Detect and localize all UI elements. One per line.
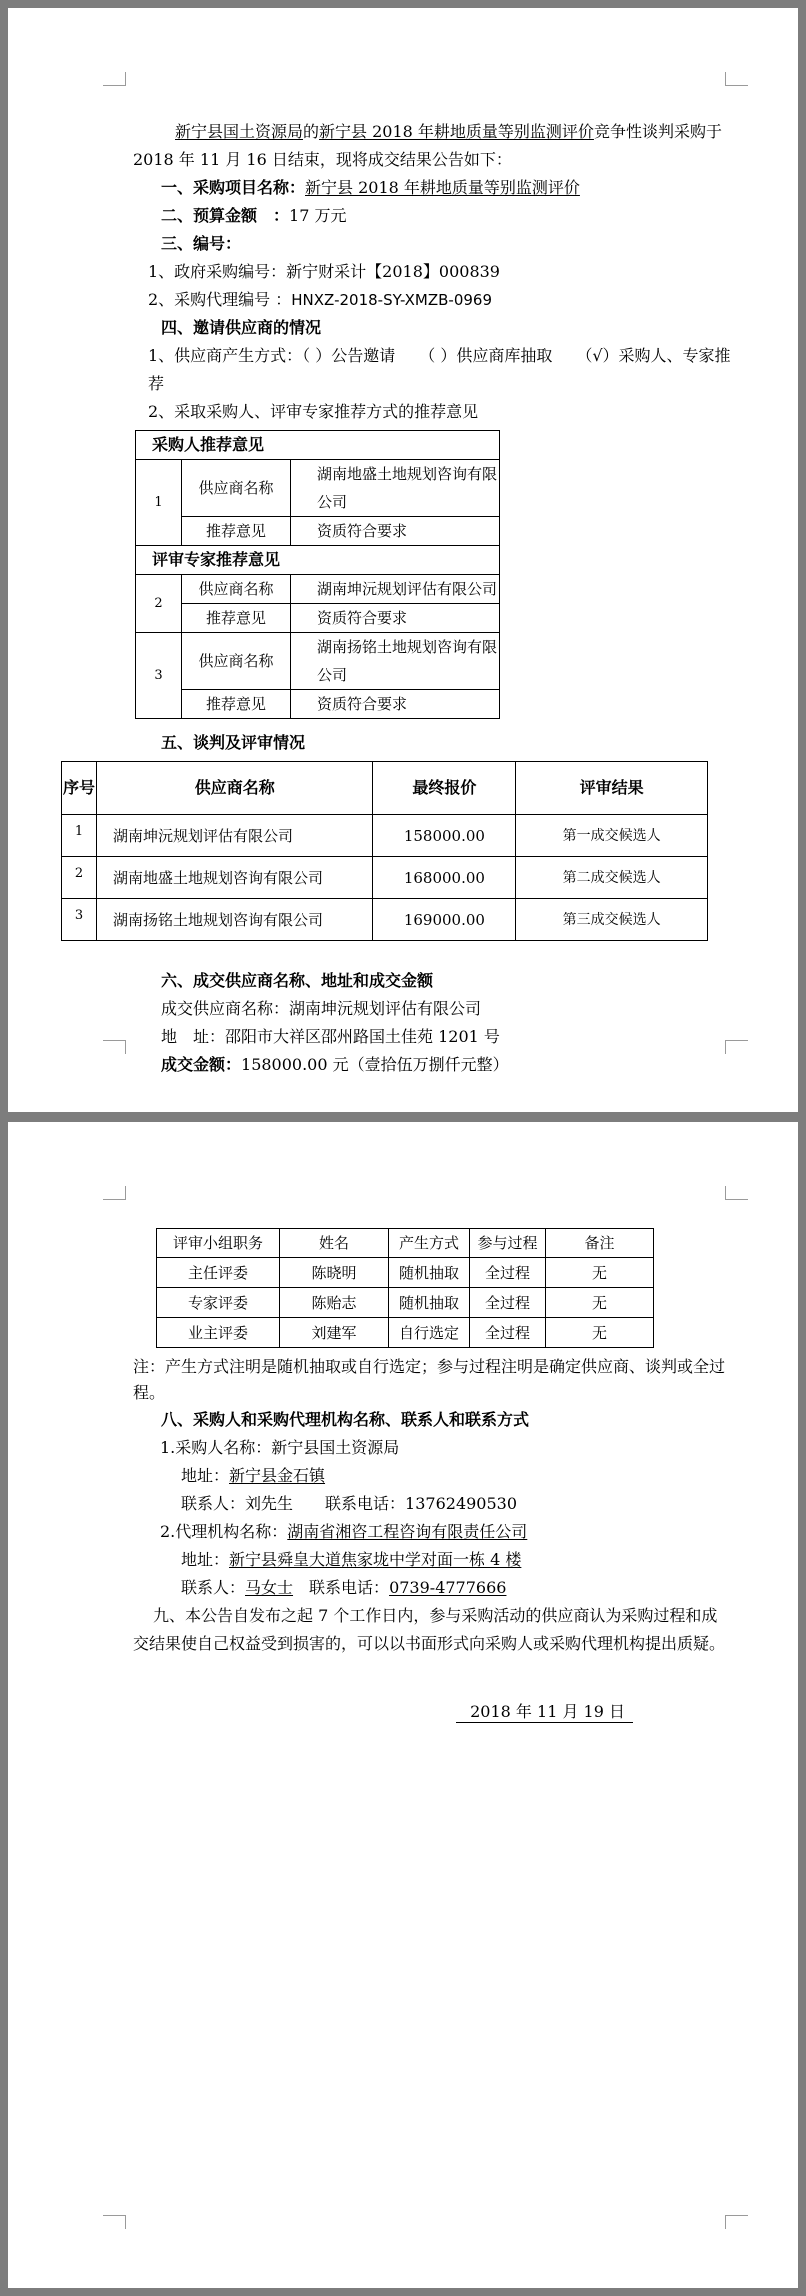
header-remark: 备注 (546, 1229, 654, 1258)
crop-mark-top-left (103, 1186, 126, 1200)
announcement-date-line (133, 1698, 733, 1726)
section-3-heading (133, 230, 733, 258)
recommendation-table (135, 430, 500, 719)
project-name-underlined: 新宁县 2018 年耕地质量等别监测评价 (319, 122, 594, 141)
winner-address-line (133, 1023, 733, 1051)
gov-procurement-number-line (133, 258, 733, 286)
buyer-address-line (133, 1462, 733, 1490)
winner-address: 地 址：邵阳市大祥区邵州路国土佳苑 1201 号 (161, 1027, 500, 1046)
name-cell: 刘建军 (280, 1318, 389, 1348)
table-header-row (157, 1229, 654, 1258)
announcement-date: 2018 年 11 月 19 日 (456, 1702, 633, 1723)
buyer-name-line (133, 1434, 733, 1462)
deal-amount-label: 成交金额： (161, 1055, 242, 1074)
role-cell: 主任评委 (157, 1258, 280, 1288)
name-cell: 陈贻志 (280, 1288, 389, 1318)
participation-cell: 全过程 (470, 1288, 546, 1318)
section-8-label: 八、采购人和采购代理机构名称、联系人和联系方式 (161, 1410, 530, 1429)
winner-line (133, 995, 733, 1023)
agency-number-line (133, 286, 733, 314)
agent-phone: 0739-4777666 (389, 1578, 507, 1597)
opinion-label: 推荐意见 (182, 604, 291, 633)
agent-contact-label: 联系人： (181, 1578, 246, 1597)
table-row (136, 690, 500, 719)
section-5-heading (133, 729, 733, 757)
winner-name: 成交供应商名称：湖南坤沅规划评估有限公司 (161, 999, 482, 1018)
agent-phone-label: 联系电话： (309, 1578, 390, 1597)
agent-address: 新宁县舜皇大道焦家垅中学对面一栋 4 楼 (229, 1550, 522, 1569)
supplier-name-label: 供应商名称 (182, 633, 291, 690)
header-participation: 参与过程 (470, 1229, 546, 1258)
crop-mark-top-right (725, 1186, 748, 1200)
supplier-name-value: 湖南扬铭土地规划咨询有限公司 (291, 633, 500, 690)
agent-address-label: 地址： (181, 1550, 230, 1569)
crop-mark-top-left (103, 72, 126, 86)
agent-name: 湖南省湘咨工程咨询有限责任公司 (287, 1522, 528, 1541)
header-supplier: 供应商名称 (96, 762, 373, 815)
price-cell: 168000.00 (373, 857, 516, 899)
buyer-label: 1.采购人名称： (160, 1438, 272, 1457)
supplier-cell: 湖南扬铭土地规划咨询有限公司 (96, 899, 373, 941)
selection-cell: 随机抽取 (389, 1288, 470, 1318)
name-cell: 陈晓明 (280, 1258, 389, 1288)
result-cell: 第三成交候选人 (516, 899, 708, 941)
gov-procurement-number: 1、政府采购编号：新宁财采计【2018】000839 (148, 262, 500, 281)
supplier-name-value: 湖南坤沅规划评估有限公司 (291, 575, 500, 604)
table-row (157, 1318, 654, 1348)
table-row (136, 604, 500, 633)
selection-cell: 随机抽取 (389, 1258, 470, 1288)
table-header-row (62, 762, 708, 815)
row-number: 1 (136, 460, 182, 546)
buyer-address-label: 地址： (181, 1466, 230, 1485)
remark-cell: 无 (546, 1258, 654, 1288)
buyer-name-underlined: 新宁县国土资源局 (175, 122, 304, 141)
row-number: 2 (136, 575, 182, 633)
result-cell: 第二成交候选人 (516, 857, 708, 899)
role-cell: 专家评委 (157, 1288, 280, 1318)
buyer-phone-label: 联系电话： (325, 1494, 406, 1513)
document-page-2 (8, 1122, 798, 2288)
supplier-selection-method: 1、供应商产生方式：（ ）公告邀请 （ ）供应商库抽取 （√）采购人、专家推荐 (148, 346, 731, 393)
agent-contact-line (133, 1574, 733, 1602)
intro-rest: 竞争性谈判采购于 2018 年 11 月 16 日结束，现将成交结果公告如下： (133, 122, 722, 169)
supplier-name-value: 湖南地盛土地规划咨询有限公司 (291, 460, 500, 517)
buyer-name: 新宁县国土资源局 (271, 1438, 400, 1457)
buyer-contact-line (133, 1490, 733, 1518)
agency-number-code: HNXZ-2018-SY-XMZB-0969 (291, 291, 493, 309)
page1-content (62, 118, 733, 1157)
crop-mark-bottom-left (103, 2215, 126, 2229)
participation-cell: 全过程 (470, 1258, 546, 1288)
role-cell: 业主评委 (157, 1318, 280, 1348)
table-row (62, 899, 708, 941)
recommend-method: 2、采取采购人、评审专家推荐方式的推荐意见 (148, 402, 479, 421)
seq-cell: 3 (62, 899, 97, 941)
section-3-label: 三、编号： (161, 234, 242, 253)
header-name: 姓名 (280, 1229, 389, 1258)
section-4-heading (133, 314, 733, 342)
header-selection: 产生方式 (389, 1229, 470, 1258)
header-review-result: 评审结果 (516, 762, 708, 815)
buyer-address: 新宁县金石镇 (229, 1466, 326, 1485)
header-role: 评审小组职务 (157, 1229, 280, 1258)
agency-number-label: 2、采购代理编号 ： (148, 290, 292, 309)
table-row (136, 575, 500, 604)
table-row (136, 517, 500, 546)
panel-member-table (156, 1228, 654, 1348)
supplier-name-label: 供应商名称 (182, 575, 291, 604)
table-group-header-row (136, 431, 500, 460)
section-4-label: 四、邀请供应商的情况 (161, 318, 322, 337)
table-row (136, 460, 500, 517)
seq-cell: 1 (62, 815, 97, 857)
table-row (157, 1258, 654, 1288)
section-1-heading (133, 174, 733, 202)
agent-address-line (133, 1546, 733, 1574)
header-seq: 序号 (62, 762, 97, 815)
header-final-price: 最终报价 (373, 762, 516, 815)
section-6-heading (133, 967, 733, 995)
section-2-heading (133, 202, 733, 230)
table-note: 注：产生方式注明是随机抽取或自行选定；参与过程注明是确定供应商、谈判或全过程。 (133, 1357, 726, 1402)
document-page-1 (8, 8, 798, 1112)
table-row (62, 857, 708, 899)
supplier-selection-method-line (133, 342, 733, 398)
section-2-label: 二、预算金额 ： (161, 206, 290, 225)
section-9-paragraph: 九、本公告自发布之起 7 个工作日内，参与采购活动的供应商认为采购过程和成交结果使自己权益受到损害的，可以以书面形式向采购人或采购代理机构提出质疑。 (133, 1606, 726, 1653)
opinion-value: 资质符合要求 (291, 517, 500, 546)
buyer-contact: 联系人：刘先生 (181, 1494, 294, 1513)
section-1-label: 一、采购项目名称： (161, 178, 306, 197)
deal-amount-line (133, 1051, 733, 1079)
table-row (136, 633, 500, 690)
agent-name-line (133, 1518, 733, 1546)
group1-header: 采购人推荐意见 (136, 431, 500, 460)
table-row (62, 815, 708, 857)
agent-label: 2.代理机构名称： (160, 1522, 288, 1541)
recommend-method-line (133, 398, 733, 426)
section-2-value: 17 万元 (289, 206, 347, 225)
group2-header: 评审专家推荐意见 (136, 546, 500, 575)
remark-cell: 无 (546, 1318, 654, 1348)
remark-cell: 无 (546, 1288, 654, 1318)
result-cell: 第一成交候选人 (516, 815, 708, 857)
table-group-header-row (136, 546, 500, 575)
section-8-heading (133, 1406, 733, 1434)
buyer-phone: 13762490530 (405, 1494, 518, 1513)
intro-conjunction: 的 (303, 122, 320, 141)
row-number: 3 (136, 633, 182, 719)
crop-mark-bottom-left (103, 1040, 126, 1054)
price-cell: 169000.00 (373, 899, 516, 941)
section-5-label: 五、谈判及评审情况 (161, 733, 306, 752)
supplier-cell: 湖南坤沅规划评估有限公司 (96, 815, 373, 857)
opinion-label: 推荐意见 (182, 690, 291, 719)
opinion-label: 推荐意见 (182, 517, 291, 546)
price-cell: 158000.00 (373, 815, 516, 857)
crop-mark-top-right (725, 72, 748, 86)
agent-contact: 马女士 (245, 1578, 294, 1597)
page2-content (133, 1228, 733, 1726)
deal-amount-value: 158000.00 元（壹拾伍万捌仟元整） (241, 1055, 509, 1074)
participation-cell: 全过程 (470, 1318, 546, 1348)
intro-paragraph (133, 118, 733, 174)
crop-mark-bottom-right (725, 2215, 748, 2229)
supplier-name-label: 供应商名称 (182, 460, 291, 517)
opinion-value: 资质符合要求 (291, 604, 500, 633)
opinion-value: 资质符合要求 (291, 690, 500, 719)
selection-cell: 自行选定 (389, 1318, 470, 1348)
negotiation-result-table (61, 761, 708, 941)
section-1-value: 新宁县 2018 年耕地质量等别监测评价 (305, 178, 580, 197)
section-6-label: 六、成交供应商名称、地址和成交金额 (161, 971, 434, 990)
supplier-cell: 湖南地盛土地规划咨询有限公司 (96, 857, 373, 899)
table-row (157, 1288, 654, 1318)
seq-cell: 2 (62, 857, 97, 899)
